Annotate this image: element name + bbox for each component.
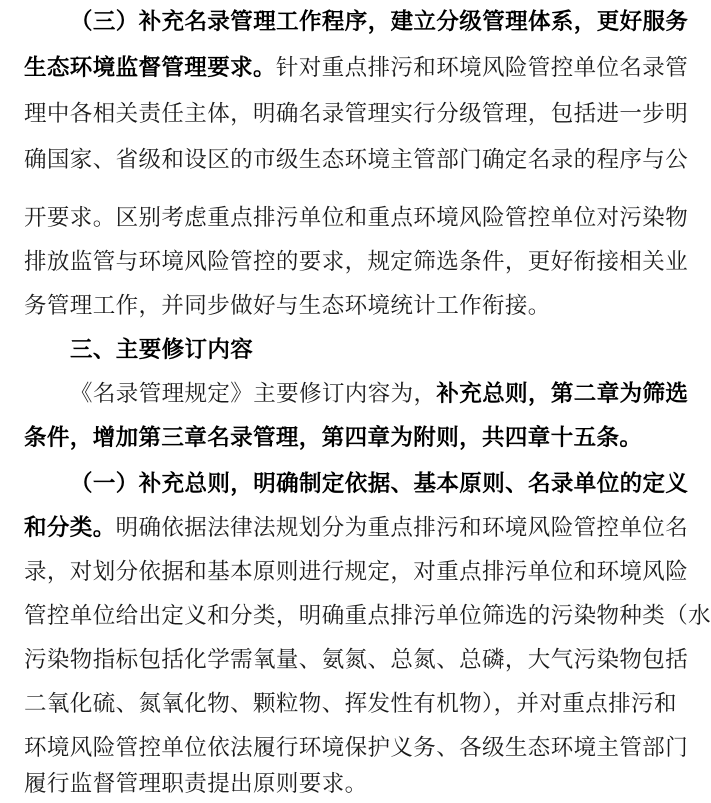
text-line [70,376,689,412]
text-line [24,96,689,132]
text-line [24,686,677,722]
text-line [24,288,660,324]
body-text: 履行监督管理职责提出原则要求。 [24,771,368,797]
body-text: 明确依据法律法规划分为重点排污和环境风险管控单位名 [115,515,689,541]
bold-text: （三）补充名录管理工作程序，建立分级管理体系，更好服务 [70,9,689,35]
body-text: 管控单位给出定义和分类，明确重点排污单位筛选的污染物种类（水 [24,603,711,629]
body-text: 理中各相关责任主体，明确名录管理实行分级管理，包括进一步明 [24,101,689,127]
body-text: 二氧化硫、氮氧化物、颗粒物、挥发性有机物），并对重点排污和 [24,691,677,717]
body-text: 录，对划分依据和基本原则进行规定，对重点排污单位和环境风险 [24,559,689,585]
body-text: 环境风险管控单位依法履行环境保护义务、各级生态环境主管部门 [24,735,689,761]
text-line [24,598,711,634]
section-1-heading [70,466,689,502]
text-line [24,200,689,236]
section-3-heading [70,4,689,40]
body-text: 针对重点排污和环境风险管控单位名录管 [275,55,689,81]
body-text: 排放监管与环境风险管控的要求，规定筛选条件，更好衔接相关业 [24,249,689,275]
body-text: 《名录管理规定》主要修订内容为， [70,381,437,407]
section-heading [70,332,660,368]
text-line [24,730,689,766]
bold-text: 生态环境监督管理要求。 [24,55,276,81]
body-text: 务管理工作，并同步做好与生态环境统计工作衔接。 [24,293,551,319]
text-line [24,766,660,802]
bold-text: 三、主要修订内容 [70,337,254,363]
bold-text: 和分类。 [24,515,116,541]
text-line [24,420,660,456]
bold-text: 补充总则，第二章为筛选 [436,381,689,407]
text-line [24,244,689,280]
text-line [24,510,689,546]
bold-text: （一）补充总则，明确制定依据、基本原则、名录单位的定义 [70,471,689,497]
text-line [24,142,689,178]
body-text: 开要求。区别考虑重点排污单位和重点环境风险管控单位对污染物 [24,205,689,231]
bold-text: 条件，增加第三章名录管理，第四章为附则，共四章十五条。 [24,425,643,451]
text-line [24,50,689,86]
body-text: 污染物指标包括化学需氧量、氨氮、总氮、总磷，大气污染物包括 [24,647,689,673]
text-line [24,642,689,678]
text-line [24,554,689,590]
body-text: 确国家、省级和设区的市级生态环境主管部门确定名录的程序与公 [24,147,689,173]
